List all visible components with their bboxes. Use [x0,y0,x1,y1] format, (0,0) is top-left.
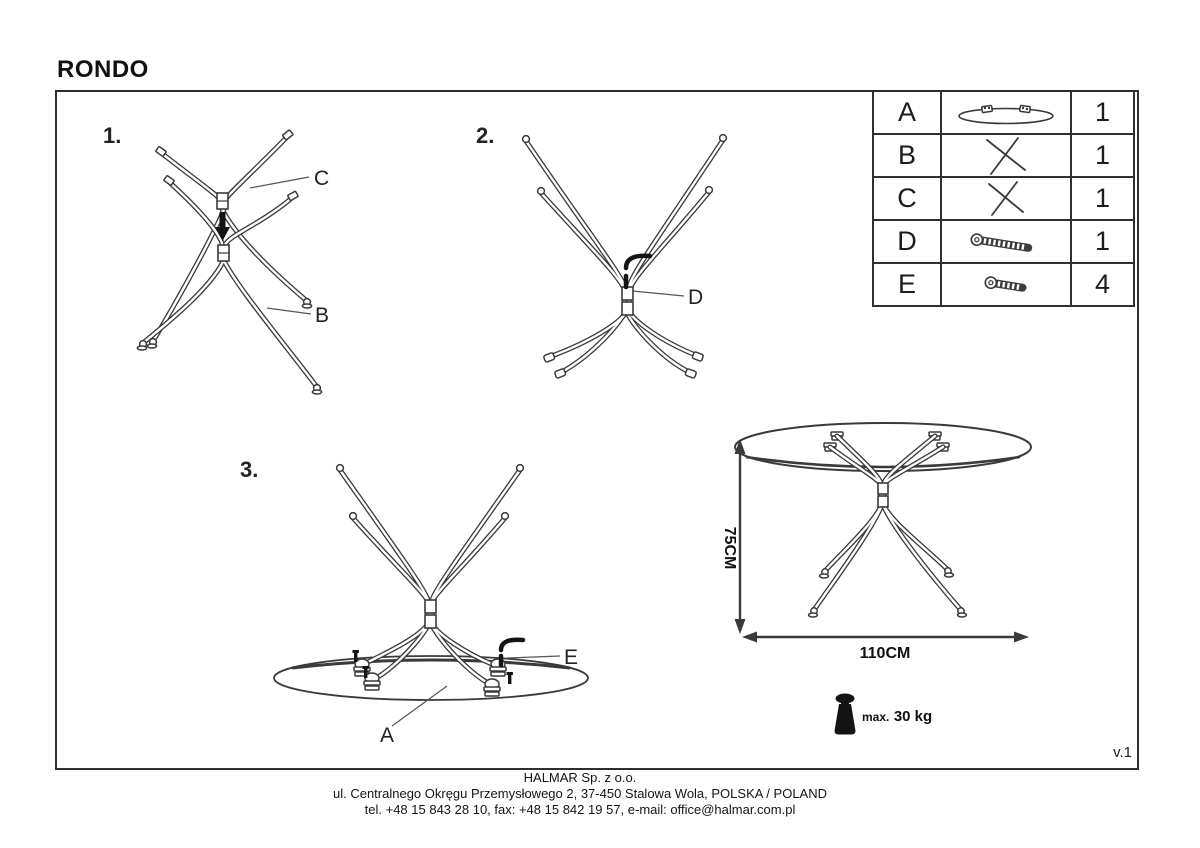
part-letter: E [874,264,942,305]
weight-icon [828,693,862,739]
table-row [874,262,1135,305]
part-qty: 1 [1072,178,1135,219]
parts-table [872,90,1135,307]
step-3-assembly-diagram [230,450,600,755]
part-qty: 1 [1072,221,1135,262]
footer [0,770,1160,818]
width-dimension-arrow [742,632,1029,643]
part-letter: D [874,221,942,262]
max-load-value: 30 kg [893,708,933,725]
part-label-e: E [564,646,579,669]
leg-base [814,436,961,610]
tube-end-cap [156,146,167,156]
part-letter: B [874,135,942,176]
part-letter: A [874,92,942,133]
tube-end-cap [282,130,293,140]
dimension-diagram [698,413,1043,668]
long-bolt-icon [942,221,1072,262]
tube-feet [137,299,321,394]
step-3-number: 3. [240,457,259,482]
part-qty: 4 [1072,264,1135,305]
part-label-a: A [380,724,395,747]
part-letter: C [874,178,942,219]
assembled-leg-base [340,470,520,683]
glass-tabletop [735,423,1031,471]
round-tabletop-icon [942,92,1072,133]
part-label-b: B [315,304,330,327]
table-row [874,176,1135,219]
part-label-d: D [688,286,704,309]
footer-address: ul. Centralnego Okręgu Przemysłowego 2, 37-450 Stalowa Wola, POLSKA / POLAND [332,786,827,801]
tube-top-caps [523,135,727,195]
short-bolt-icon [942,264,1072,305]
step-1-number: 1. [103,123,122,148]
tube-top-caps [337,465,524,520]
inverted-tabletop [274,656,588,700]
assembled-leg-base [526,140,723,373]
step-2-assembly-diagram [460,115,725,400]
cross-leg-frame-icon [942,135,1072,176]
max-load-prefix: max. [862,710,890,724]
part-label-c: C [314,167,330,190]
width-dimension-label: 110CM [859,645,911,662]
footer-contact: tel. +48 15 843 28 10, fax: +48 15 842 19 57, e-mail: office@halmar.com.pl [364,802,796,817]
table-row [874,90,1135,133]
version-label: v.1 [1113,744,1132,761]
step-2-number: 2. [476,123,495,148]
max-load-label [862,708,932,726]
tube-end-cap [288,191,299,201]
footer-company: HALMAR Sp. z o.o. [523,770,637,785]
step-1-assembly-diagram [95,115,345,410]
page-title: RONDO [57,56,149,83]
table-row [874,133,1135,176]
cross-leg-frame-icon [942,178,1072,219]
height-dimension-label: 75CM [721,526,738,570]
table-row [874,219,1135,262]
tube-end-cap [164,175,175,185]
part-qty: 1 [1072,135,1135,176]
part-qty: 1 [1072,92,1135,133]
